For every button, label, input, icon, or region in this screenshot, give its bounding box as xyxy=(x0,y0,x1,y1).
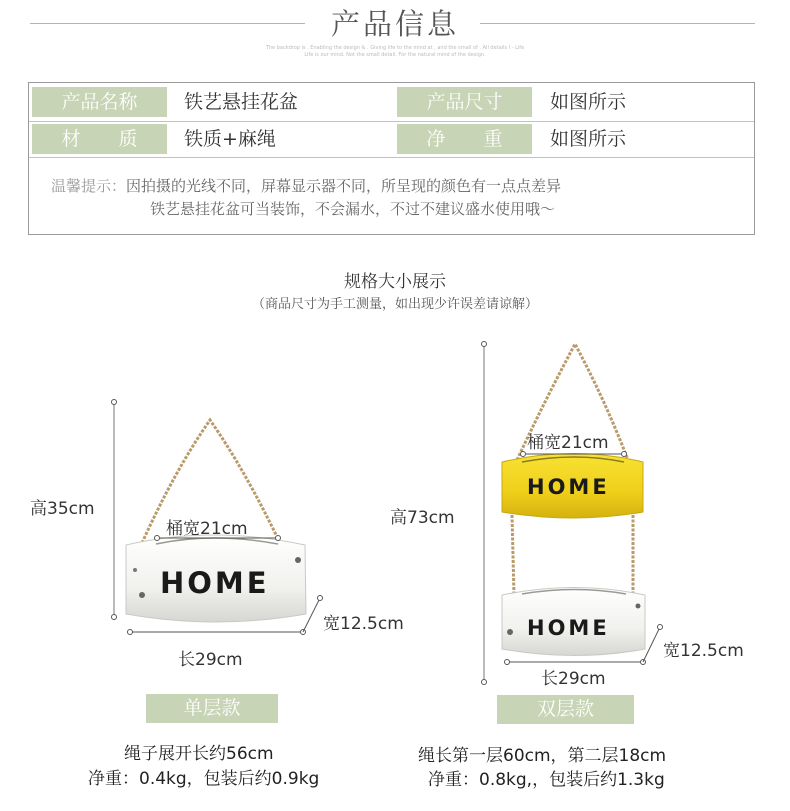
single-pot-text: HOME xyxy=(160,566,270,600)
header-subtext-1: The backdrop is . Enabling the design & . Giving life to the mind at , and the small of . All details I - Life xyxy=(265,45,525,51)
dim-endpoint xyxy=(482,680,487,685)
double-layer-tag: 双层款 xyxy=(497,695,634,724)
dim-endpoint xyxy=(112,400,117,405)
double-length-label: 长29cm xyxy=(541,669,606,689)
tip-label: 温馨提示： xyxy=(51,177,127,195)
double-depth-line xyxy=(643,627,660,662)
value-material: 铁质+麻绳 xyxy=(184,128,276,150)
header-subtext-2: Life is our mind. Not the small detail. For the natural mind of the design. xyxy=(304,52,486,58)
value-product-name: 铁艺悬挂花盆 xyxy=(184,91,299,113)
single-desc-2: 净重：0.4kg，包装后约0.9kg xyxy=(88,769,320,789)
single-bucket-width-label: 桶宽21cm xyxy=(166,519,248,539)
dim-endpoint xyxy=(318,596,323,601)
tip-line-2: 铁艺悬挂花盆可当装饰，不会漏水，不过不建议盛水使用哦～ xyxy=(150,200,556,218)
label-product-size: 产品尺寸 xyxy=(397,87,532,117)
single-height-label: 高35cm xyxy=(30,499,95,519)
paint-chip xyxy=(507,629,513,635)
double-pot-text-top: HOME xyxy=(527,475,610,499)
paint-chip xyxy=(133,568,137,572)
double-height-label: 高73cm xyxy=(390,508,455,528)
dim-endpoint xyxy=(112,615,117,620)
paint-chip xyxy=(636,604,641,609)
paint-chip xyxy=(295,557,301,563)
dim-endpoint xyxy=(482,342,487,347)
single-depth-label: 宽12.5cm xyxy=(323,614,404,634)
value-net-weight: 如图所示 xyxy=(550,128,627,150)
double-desc-1: 绳长第一层60cm，第二层18cm xyxy=(418,746,667,766)
dim-endpoint xyxy=(521,452,526,457)
dim-endpoint xyxy=(622,452,627,457)
dim-endpoint xyxy=(128,630,133,635)
label-net-weight: 净 重 xyxy=(397,124,532,154)
double-depth-label: 宽12.5cm xyxy=(663,641,744,661)
single-desc-1: 绳子展开长约56cm xyxy=(124,744,274,764)
dim-endpoint xyxy=(155,536,160,541)
double-rope-left xyxy=(512,515,514,595)
label-product-name: 产品名称 xyxy=(32,87,167,117)
dim-endpoint xyxy=(658,625,663,630)
spec-subtitle: （商品尺寸为手工测量，如出现少许误差请谅解） xyxy=(251,297,538,312)
spec-title: 规格大小展示 xyxy=(344,272,446,292)
double-desc-2: 净重：0.8kg,，包装后约1.3kg xyxy=(428,770,665,790)
dim-endpoint xyxy=(276,536,281,541)
paint-chip xyxy=(139,592,145,598)
tip-line-1: 因拍摄的光线不同，屏幕显示器不同，所呈现的颜色有一点点差异 xyxy=(126,177,562,195)
dim-endpoint xyxy=(505,660,510,665)
page-title: 产品信息 xyxy=(330,7,459,41)
value-product-size: 如图所示 xyxy=(550,91,627,113)
double-bucket-width-label: 桶宽21cm xyxy=(527,433,609,453)
double-pot-text-bottom: HOME xyxy=(527,616,610,640)
single-length-label: 长29cm xyxy=(178,650,243,670)
label-material: 材 质 xyxy=(32,124,167,154)
single-layer-tag: 单层款 xyxy=(146,694,278,723)
